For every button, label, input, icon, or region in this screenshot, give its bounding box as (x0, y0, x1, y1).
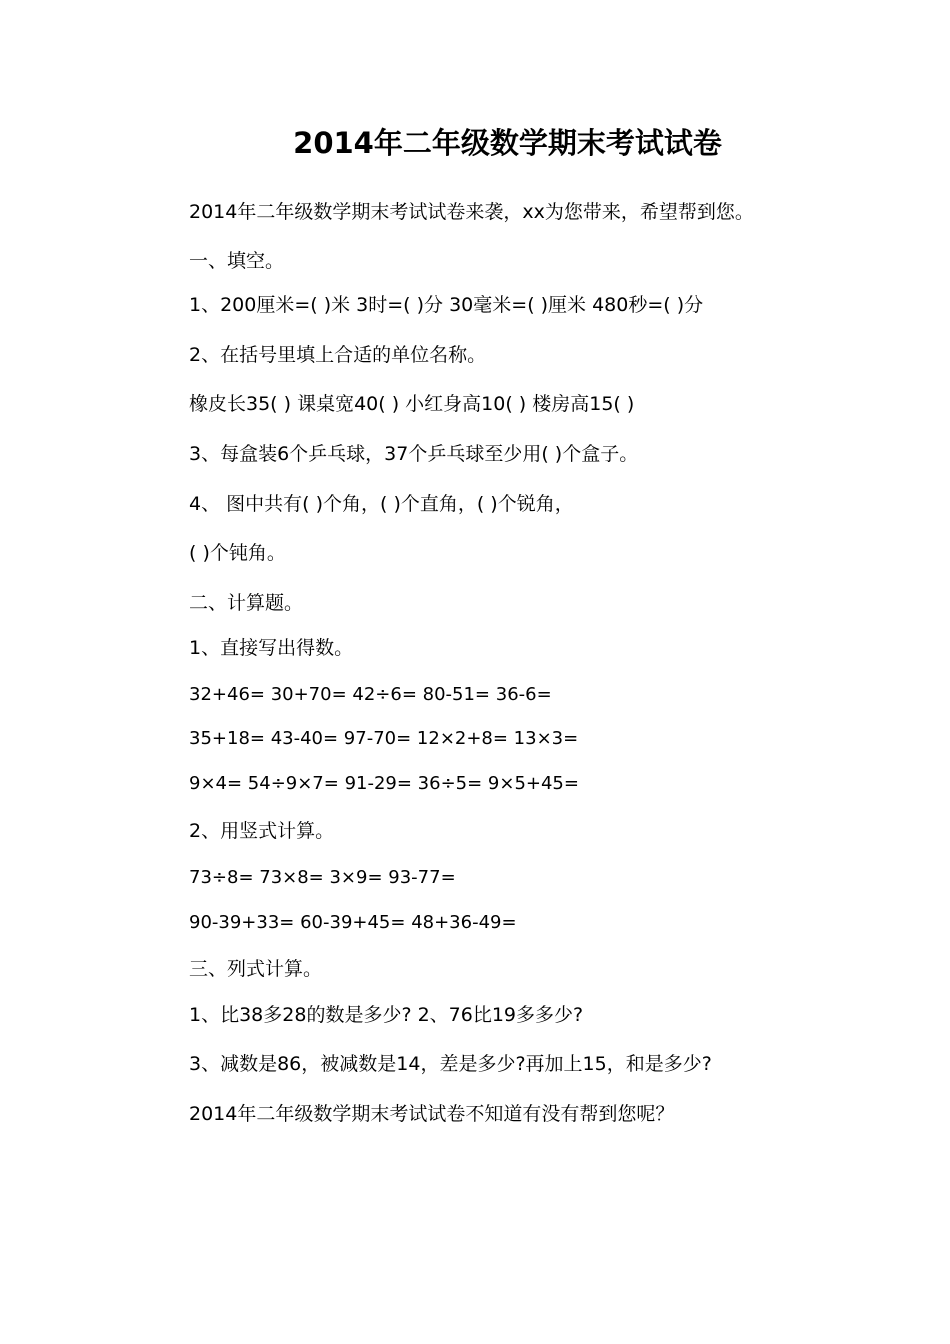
calculation-row-1: 32+46= 30+70= 42÷6= 80-51= 36-6= (189, 684, 552, 705)
question-4-angles-line1: 4、 图中共有( )个角，( )个直角，( )个锐角， (189, 493, 574, 515)
section-heading-word-problems: 三、列式计算。 (189, 958, 323, 980)
question-4-angles-line2: ( )个钝角。 (189, 542, 286, 564)
intro-text: 2014年二年级数学期末考试试卷来袭，xx为您带来，希望帮到您。 (189, 201, 754, 223)
closing-text: 2014年二年级数学期末考试试卷不知道有没有帮到您呢？ (189, 1103, 675, 1125)
word-problem-3: 3、减数是86，被减数是14，差是多少?再加上15，和是多少? (189, 1053, 712, 1075)
question-1-unit-conversion: 1、200厘米=( )米 3时=( )分 30毫米=( )厘米 480秒=( )分 (189, 294, 704, 316)
page-title: 2014年二年级数学期末考试试卷 (293, 126, 722, 160)
calculation-row-3: 9×4= 54÷9×7= 91-29= 36÷5= 9×5+45= (189, 773, 579, 794)
section-heading-fill-blank: 一、填空。 (189, 250, 285, 272)
calculation-row-2: 35+18= 43-40= 97-70= 12×2+8= 13×3= (189, 728, 579, 749)
subsection-vertical-calculation: 2、用竖式计算。 (189, 820, 335, 842)
question-2-instruction: 2、在括号里填上合适的单位名称。 (189, 344, 487, 366)
calculation-row-4: 73÷8= 73×8= 3×9= 93-77= (189, 867, 456, 888)
question-2-items: 橡皮长35( ) 课桌宽40( ) 小红身高10( ) 楼房高15( ) (189, 393, 635, 415)
question-3-ping-pong: 3、每盒装6个乒乓球，37个乒乓球至少用( )个盒子。 (189, 443, 639, 465)
section-heading-calculation: 二、计算题。 (189, 592, 304, 614)
subsection-direct-answer: 1、直接写出得数。 (189, 637, 354, 659)
calculation-row-5: 90-39+33= 60-39+45= 48+36-49= (189, 912, 517, 933)
word-problems-1-2: 1、比38多28的数是多少? 2、76比19多多少? (189, 1004, 584, 1026)
